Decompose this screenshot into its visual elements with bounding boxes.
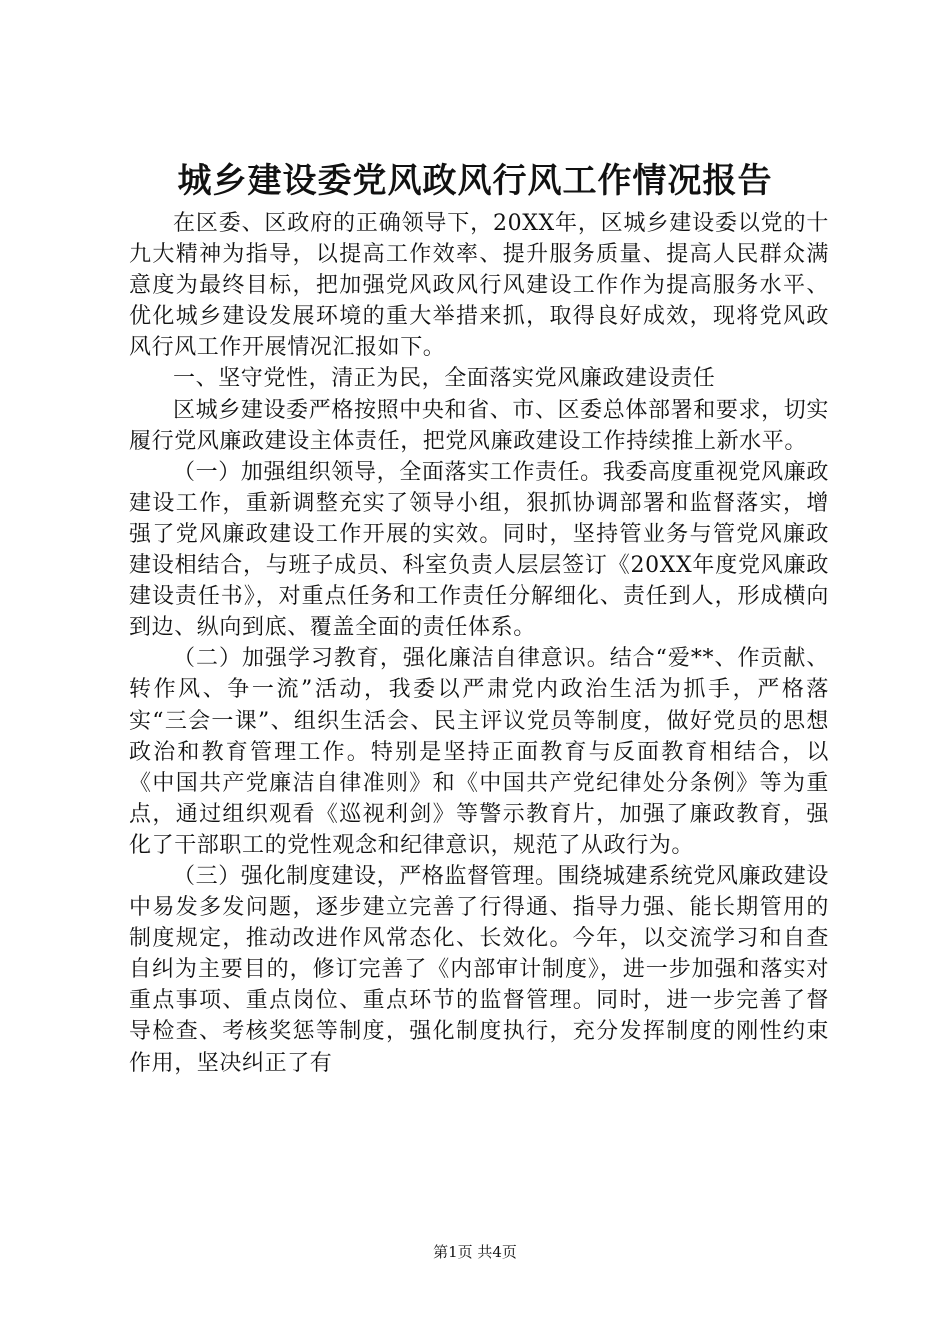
section-intro-paragraph: 区城乡建设委严格按照中央和省、市、区委总体部署和要求，切实履行党风廉政建设主体责任，把党风廉政建设工作持续推上新水平。 <box>129 397 829 454</box>
subsection-3-paragraph: （三）强化制度建设，严格监督管理。围绕城建系统党风廉政建设中易发多发问题，逐步建立完善了行得通、指导力强、能长期管用的制度规定，推动改进作风常态化、长效化。今年，以交流学习和自查自纠为主要目的，修订完善了《内部审计制度》，进一步加强和落实对重点事项、重点岗位、重点环节的监督管理。同时，进一步完善了督导检查、考核奖惩等制度，强化制度执行，充分发挥制度的刚性约束作用，坚决纠正了有 <box>129 863 829 1076</box>
subsection-1-paragraph: （一）加强组织领导，全面落实工作责任。我委高度重视党风廉政建设工作，重新调整充实了领导小组，狠抓协调部署和监督落实，增强了党风廉政建设工作开展的实效。同时，坚持管业务与管党风廉政建设相结合，与班子成员、科室负责人层层签订《20XX年度党风廉政建设责任书》，对重点任务和工作责任分解细化、责任到人，形成横向到边、纵向到底、覆盖全面的责任体系。 <box>129 459 829 641</box>
intro-paragraph: 在区委、区政府的正确领导下，20XX年，区城乡建设委以党的十九大精神为指导，以提高工作效率、提升服务质量、提高人民群众满意度为最终目标，把加强党风政风行风建设工作作为提高服务水平、优化城乡建设发展环境的重大举措来抓，取得良好成效，现将党风政风行风工作开展情况汇报如下。 <box>129 211 829 361</box>
section-heading: 一、坚守党性，清正为民，全面落实党风廉政建设责任 <box>173 366 716 392</box>
subsection-2-paragraph: （二）加强学习教育，强化廉洁自律意识。结合“爱**、作贡献、转作风、争一流”活动，我委以严肃党内政治生活为抓手，严格落实“三会一课”、组织生活会、民主评议党员等制度，做好党员的思想政治和教育管理工作。特别是坚持正面教育与反面教育相结合，以《中国共产党廉洁自律准则》和《中国共产党纪律处分条例》等为重点，通过组织观看《巡视利剑》等警示教育片，加强了廉政教育，强化了干部职工的党性观念和纪律意识，规范了从政行为。 <box>129 646 829 858</box>
document-title: 城乡建设委党风政风行风工作情况报告 <box>177 161 773 201</box>
page-footer: 第1页 共4页 <box>433 1243 517 1261</box>
document-body <box>129 208 829 1079</box>
